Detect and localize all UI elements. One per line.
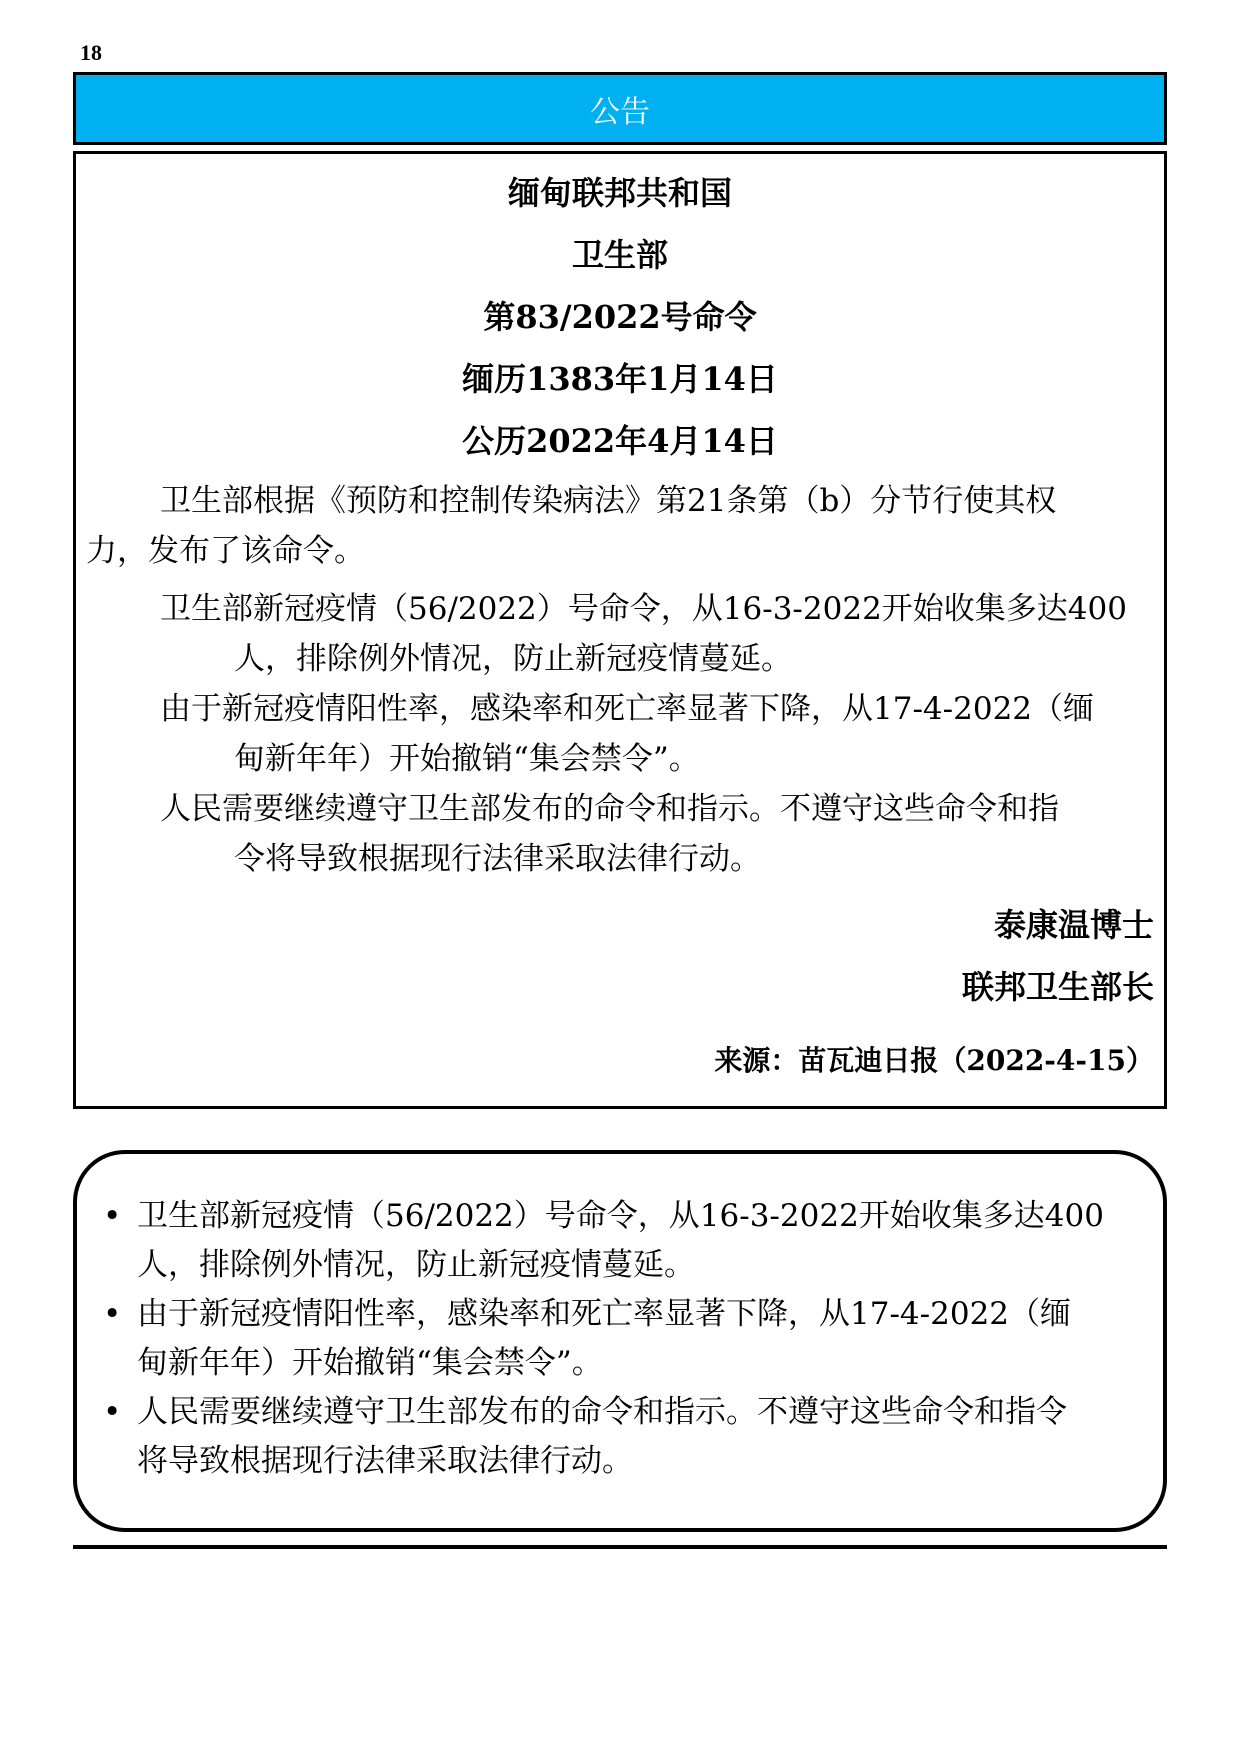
ministry-name: 卫生部 (571, 236, 668, 274)
notice-item-line-1: 由于新冠疫情阳性率，感染率和死亡率显著下降，从17-4-2022（缅 (160, 691, 1095, 727)
bottom-divider (73, 1545, 1167, 1549)
notice-item-line-2: 人，排除例外情况，防止新冠疫情蔓延。 (234, 641, 792, 677)
signer-title: 联邦卫生部长 (961, 968, 1154, 1006)
bullet-icon: • (103, 1198, 122, 1234)
bullet-icon: • (103, 1296, 122, 1332)
list-item (103, 1192, 1143, 1290)
notice-item (160, 784, 1154, 884)
summary-list (103, 1192, 1143, 1486)
list-item-line-1: 卫生部新冠疫情（56/2022）号命令，从16-3-2022开始收集多达400 (137, 1198, 1104, 1234)
intro-line-2: 力，发布了该命令。 (86, 533, 365, 569)
page-number: 18 (80, 40, 102, 65)
notice-item (160, 584, 1154, 684)
signer-name: 泰康温博士 (993, 906, 1154, 944)
gregorian-date: 公历2022年4月14日 (462, 422, 778, 460)
bullet-icon: • (103, 1394, 122, 1430)
notice-item (160, 684, 1154, 784)
list-item (103, 1290, 1143, 1388)
list-item-line-1: 人民需要继续遵守卫生部发布的命令和指示。不遵守这些命令和指令 (137, 1394, 1067, 1430)
announcement-header (73, 72, 1167, 145)
notice-box (73, 151, 1167, 1109)
order-number: 第83/2022号命令 (483, 298, 757, 336)
myanmar-date: 缅历1383年1月14日 (462, 360, 778, 398)
intro-line-1: 卫生部根据《预防和控制传染病法》第21条第（b）分节行使其权 (160, 483, 1057, 519)
list-item-line-2: 甸新年年）开始撤销“集会禁令”。 (137, 1345, 603, 1381)
list-item-line-2: 将导致根据现行法律采取法律行动。 (137, 1443, 633, 1479)
notice-item-line-2: 甸新年年）开始撤销“集会禁令”。 (234, 741, 700, 777)
header-title: 公告 (590, 94, 650, 130)
country-name: 缅甸联邦共和国 (507, 174, 732, 212)
notice-item-line-2: 令将导致根据现行法律采取法律行动。 (234, 841, 761, 877)
source-citation: 来源：苗瓦迪日报（2022-4-15） (714, 1044, 1154, 1077)
list-item (103, 1388, 1143, 1486)
summary-box (73, 1150, 1167, 1532)
list-item-line-2: 人，排除例外情况，防止新冠疫情蔓延。 (137, 1247, 695, 1283)
intro-paragraph (86, 476, 1154, 576)
list-item-line-1: 由于新冠疫情阳性率，感染率和死亡率显著下降，从17-4-2022（缅 (137, 1296, 1072, 1332)
notice-item-line-1: 人民需要继续遵守卫生部发布的命令和指示。不遵守这些命令和指 (160, 791, 1059, 827)
notice-item-line-1: 卫生部新冠疫情（56/2022）号命令，从16-3-2022开始收集多达400 (160, 591, 1127, 627)
